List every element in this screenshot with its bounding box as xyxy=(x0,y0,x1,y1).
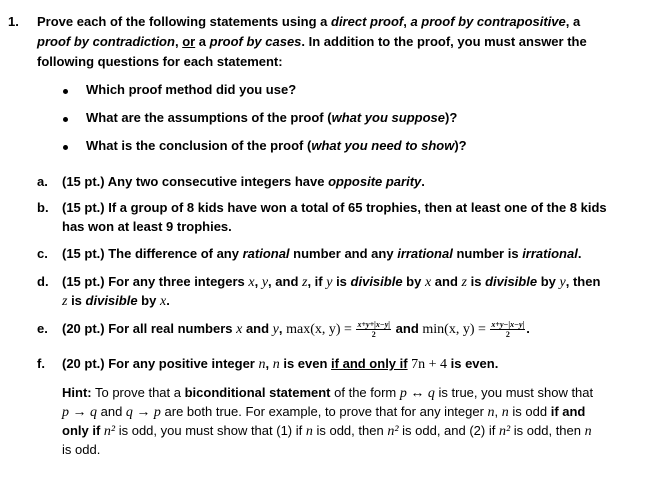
intro-line-2: proof by contradiction, or a proof by cases. In addition to the proof, you must answer the xyxy=(37,34,587,49)
hint-line-3: only if n² is odd, you must show that (1) if n is odd, then n² is odd, and (2) if n² is odd, then n xyxy=(62,423,592,439)
item-b-line-1: (15 pt.) If a group of 8 kids have won a total of 65 trophies, then at least one of the 8 kids xyxy=(62,200,607,215)
item-d-line-1: (15 pt.) For any three integers x, y, and z, if y is divisible by x and z is divisible by y, then xyxy=(62,274,601,290)
item-c-text: (15 pt.) The difference of any rational number and any irrational number is irrational. xyxy=(62,246,582,261)
problem-number: 1. xyxy=(8,14,19,29)
question-method: Which proof method did you use? xyxy=(86,82,297,97)
hint-line-1: Hint: To prove that a biconditional statement of the form p ↔ q is true, you must show that xyxy=(62,385,594,401)
max-expression: max(x, y) = xyxy=(286,322,356,337)
item-a-label: a. xyxy=(37,174,48,189)
question-conclusion: What is the conclusion of the proof (what you need to show)? xyxy=(86,138,467,153)
hint-line-4: is odd. xyxy=(62,442,101,457)
bullet-icon xyxy=(63,117,68,122)
question-assumptions: What are the assumptions of the proof (what you suppose)? xyxy=(86,110,458,125)
item-e-label: e. xyxy=(37,321,48,336)
item-f-text: (20 pt.) For any positive integer n, n is even if and only if 7n + 4 is even. xyxy=(62,356,499,372)
intro-line-1: Prove each of the following statements using a direct proof, a proof by contrapositive, a xyxy=(37,14,581,29)
bullet-icon xyxy=(63,89,68,94)
intro-line-3: following questions for each statement: xyxy=(37,54,283,69)
item-d-label: d. xyxy=(37,274,49,289)
item-f-label: f. xyxy=(37,356,45,371)
hint-line-2: p → q and q → p are both true. For example, to prove that for any integer n, n is odd if and xyxy=(62,404,586,420)
min-expression: min(x, y) = xyxy=(422,322,490,337)
item-e-text: (20 pt.) For all real numbers x and y, max(x, y) = $\frac{x+y+|x-y|}{2}$ and min(x, y) = $\frac{x+y-|x-y|}{2}$ . xyxy=(62,320,530,340)
item-b-line-2: has won at least 9 trophies. xyxy=(62,219,232,234)
item-b-label: b. xyxy=(37,200,49,215)
bullet-icon xyxy=(63,145,68,150)
item-a-text: (15 pt.) Any two consecutive integers have opposite parity. xyxy=(62,174,425,189)
max-fraction: $\frac{x+y+|x-y|}{2}$ xyxy=(357,320,391,340)
item-d-line-2: z is divisible by x. xyxy=(62,293,170,309)
min-fraction: $\frac{x+y-|x-y|}{2}$ xyxy=(491,320,525,340)
item-c-label: c. xyxy=(37,246,48,261)
